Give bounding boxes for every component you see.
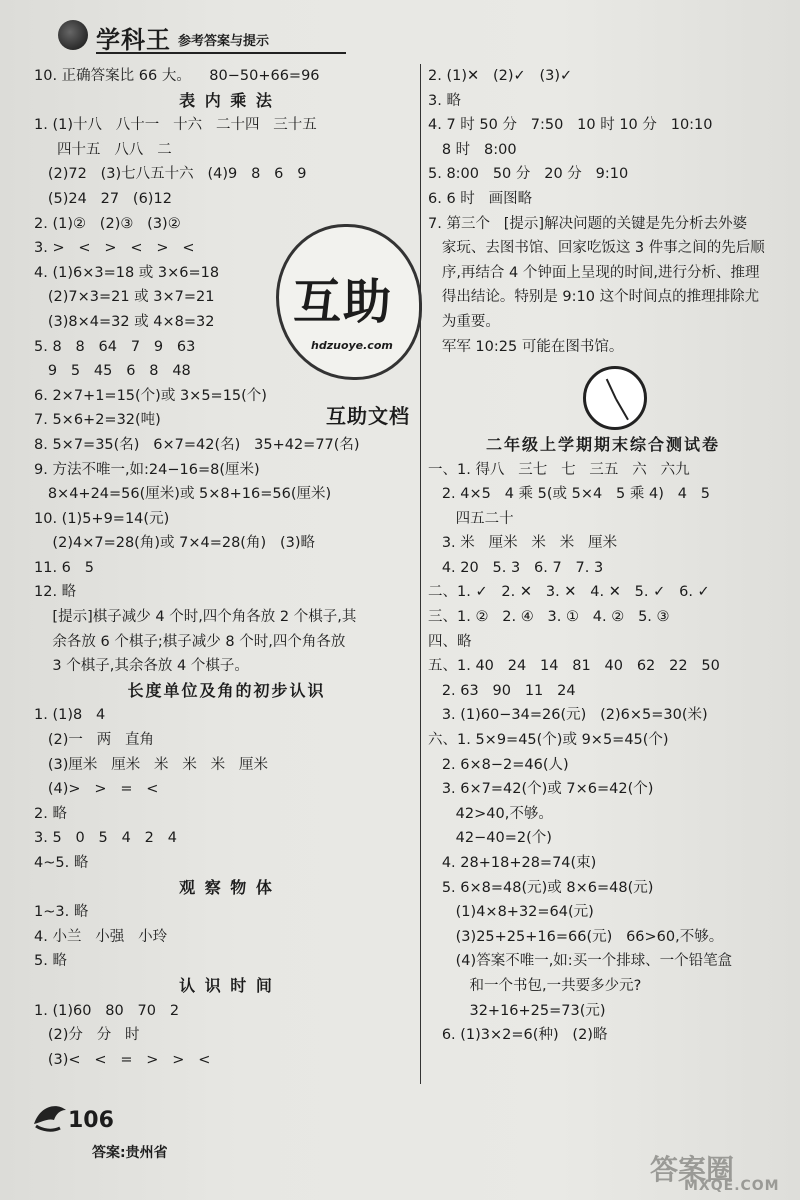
answer-line: 4. 28+18+28=74(束)	[428, 855, 597, 871]
answer-line: 5. 略	[34, 953, 67, 970]
dolphin-icon	[30, 1096, 70, 1136]
answer-line: 12. 略	[34, 584, 77, 601]
answer-line: 4. 7 时 50 分 7:50 10 时 10 分 10:10	[428, 117, 713, 134]
answer-line: 3. (1)60−34=26(元) (2)6×5=30(米)	[428, 707, 708, 724]
answer-line: 五、1. 40 24 14 81 40 62 22 50	[428, 658, 720, 675]
answer-line: 得出结论。特别是 9:10 这个时间点的推理排除尤	[428, 289, 760, 306]
answer-line: 家玩、去图书馆、回家吃饭这 3 件事之间的先后顺	[428, 240, 765, 257]
stamp-caption: 互助文档	[326, 404, 410, 428]
answer-line: (4)> > = <	[34, 781, 159, 798]
answer-line: 7. 5×6+2=32(吨)	[34, 412, 161, 429]
answer-line: 1. (1)8 4	[34, 707, 106, 724]
answer-label: 答案:贵州省	[92, 1145, 168, 1161]
answer-line: 4. (1)6×3=18 或 3×6=18	[34, 264, 220, 281]
answer-line: (3)厘米 厘米 米 米 米 厘米	[34, 756, 269, 773]
stamp-url: hdzuoye.com	[311, 339, 393, 352]
answer-line: 3. 5 0 5 4 2 4	[34, 830, 177, 847]
answer-line: 3. 米 厘米 米 米 厘米	[428, 535, 618, 552]
answer-line: 4. 小兰 小强 小玲	[34, 928, 168, 945]
column-divider	[420, 64, 421, 1084]
answer-line: 2. 4×5 4 乘 5(或 5×4 5 乘 4) 4 5	[428, 486, 710, 503]
answer-line: 2. (1)② (2)③ (3)②	[34, 215, 181, 232]
answer-line: 42>40,不够。	[428, 805, 553, 822]
answer-line: 6. 2×7+1=15(个)或 3×5=15(个)	[34, 387, 267, 404]
answer-line: 8. 5×7=35(名) 6×7=42(名) 35+42=77(名)	[34, 436, 360, 453]
answer-line: [提示]棋子减少 4 个时,四个角各放 2 个棋子,其	[34, 609, 357, 626]
answer-line: (1)4×8+32=64(元)	[428, 904, 594, 921]
section-title: 观 察 物 体	[179, 877, 274, 897]
answer-line: (2)4×7=28(角)或 7×4=28(角) (3)略	[34, 535, 315, 552]
header-rule	[96, 52, 346, 54]
answer-line: 四、略	[428, 633, 472, 650]
page-header	[52, 14, 412, 60]
answer-line: (3)8×4=32 或 4×8=32	[34, 313, 215, 330]
answer-line: 7. 第三个 [提示]解决问题的关键是先分析去外婆	[428, 215, 748, 232]
answer-line: 二、1. ✓ 2. ✕ 3. ✕ 4. ✕ 5. ✓ 6. ✓	[428, 584, 710, 601]
answer-line: 余各放 6 个棋子;棋子减少 8 个时,四个角各放	[34, 633, 346, 650]
answer-line: 8×4+24=56(厘米)或 5×8+16=56(厘米)	[34, 486, 332, 503]
answer-line: 四五二十	[428, 510, 514, 527]
answer-line: (2)一 两 直角	[34, 732, 155, 749]
answer-line: 六、1. 5×9=45(个)或 9×5=45(个)	[428, 732, 669, 749]
answer-line: 1. (1)60 80 70 2	[34, 1002, 180, 1019]
section-title: 长度单位及角的初步认识	[127, 680, 326, 700]
answer-line: 9. 方法不唯一,如:24−16=8(厘米)	[34, 461, 260, 478]
answer-line: (2)分 分 时	[34, 1027, 140, 1044]
answer-line: 2. 63 90 11 24	[428, 682, 576, 699]
clock-icon	[583, 366, 647, 430]
answer-line: (4)答案不唯一,如:买一个排球、一个铅笔盒	[428, 953, 733, 970]
answer-line: 42−40=2(个)	[428, 830, 552, 847]
answer-line: 5. 6×8=48(元)或 8×6=48(元)	[428, 879, 654, 896]
answer-line: 9 5 45 6 8 48	[34, 363, 191, 380]
answer-line: 2. 略	[34, 805, 67, 822]
answer-line: 10. 正确答案比 66 大。 80−50+66=96	[34, 68, 320, 84]
header-subtitle: 参考答案与提示	[178, 34, 270, 49]
brand-name: 学科王	[96, 25, 171, 54]
answer-line: 一、1. 得八 三七 七 三五 六 六九	[428, 461, 690, 478]
answer-line: 四十五 八八 二	[34, 141, 172, 158]
right-column	[428, 64, 778, 1048]
watermark-url: MXQE.COM	[684, 1178, 780, 1194]
answer-line: 3. 略	[428, 92, 461, 109]
answer-line: 军军 10:25 可能在图书馆。	[428, 338, 624, 355]
answer-line: 和一个书包,一共要多少元?	[428, 977, 642, 994]
answer-line: 为重要。	[428, 313, 500, 330]
answer-line: 8 时 8:00	[428, 141, 517, 158]
answer-line: 1. (1)十八 八十一 十六 二十四 三十五	[34, 117, 317, 134]
stamp-title: 互助	[293, 274, 394, 330]
left-column	[34, 64, 419, 1072]
answer-line: (3)25+25+16=66(元) 66>60,不够。	[428, 928, 724, 945]
answer-line: (5)24 27 (6)12	[34, 190, 172, 207]
answer-line: 6. 6 时 画图略	[428, 190, 533, 207]
clock-minute-hand	[615, 399, 629, 421]
answer-line: (2)7×3=21 或 3×7=21	[34, 289, 215, 306]
clock-hour-hand	[606, 379, 617, 400]
answer-line: 2. 6×8−2=46(人)	[428, 756, 569, 773]
answer-line: 4. 20 5. 3 6. 7 7. 3	[428, 559, 604, 576]
answer-line: 4~5. 略	[34, 855, 89, 871]
section-title: 认 识 时 间	[179, 975, 274, 995]
section-title: 表 内 乘 法	[179, 90, 274, 110]
watermark-logo: 答案圈	[650, 1153, 735, 1186]
answer-line: (2)72 (3)七八五十六 (4)9 8 6 9	[34, 166, 307, 183]
answer-line: 3 个棋子,其余各放 4 个棋子。	[34, 658, 249, 675]
answer-line: 3. 6×7=42(个)或 7×6=42(个)	[428, 781, 654, 798]
answer-line: 1~3. 略	[34, 904, 89, 921]
answer-line: 6. (1)3×2=6(种) (2)略	[428, 1027, 608, 1044]
answer-line: 11. 6 5	[34, 559, 94, 576]
answer-line: 10. (1)5+9=14(元)	[34, 510, 170, 527]
page-number: 106	[68, 1108, 114, 1133]
answer-line: 2. (1)✕ (2)✓ (3)✓	[428, 68, 573, 84]
answer-line: 3. > < > < > <	[34, 240, 195, 257]
answer-line: 序,再结合 4 个钟面上呈现的时间,进行分析、推理	[428, 264, 760, 281]
brand-logo-icon	[58, 20, 88, 50]
answer-line: (3)< < = > > <	[34, 1051, 211, 1068]
answer-line: 三、1. ② 2. ④ 3. ① 4. ② 5. ③	[428, 609, 670, 626]
section-title: 二年级上学期期末综合测试卷	[485, 434, 720, 454]
answer-line: 5. 8 8 64 7 9 63	[34, 338, 196, 355]
answer-line: 5. 8:00 50 分 20 分 9:10	[428, 166, 629, 183]
answer-line: 32+16+25=73(元)	[428, 1002, 606, 1019]
